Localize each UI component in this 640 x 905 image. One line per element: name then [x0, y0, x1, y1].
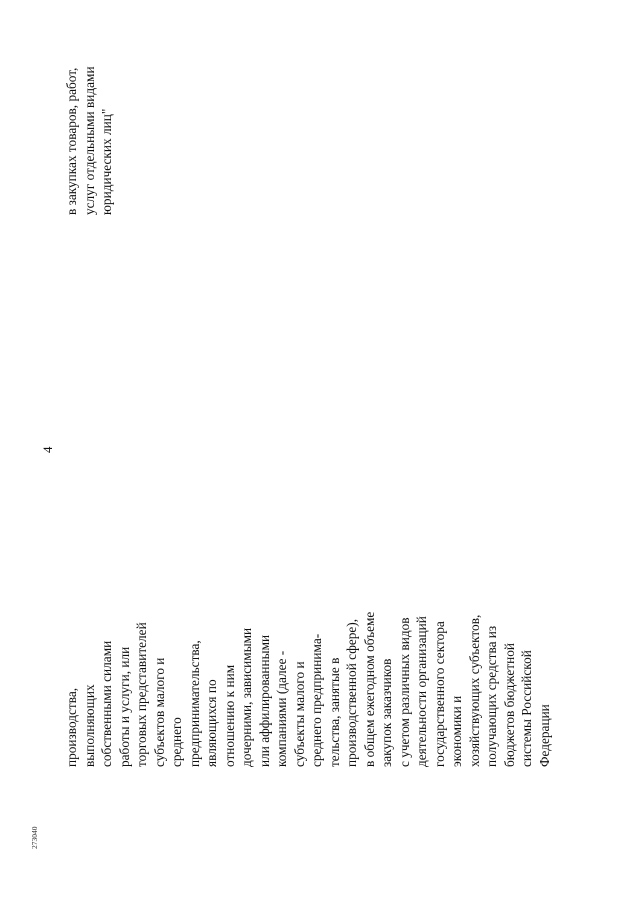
right-column-text: [63, 0, 116, 215]
text-line: в закупках товаров, работ,: [64, 67, 79, 215]
text-line: собственными силами: [99, 640, 114, 767]
page-number: 4: [40, 446, 55, 453]
text-line: субъектов малого и: [151, 657, 167, 767]
text-line: работы и услуги, или: [116, 646, 132, 767]
text-line: с учетом различных видов: [396, 617, 412, 767]
document-id-footer: 273040: [30, 826, 39, 849]
text-line: среднего: [169, 717, 184, 767]
text-line: государственного сектора: [431, 621, 447, 767]
text-line: в общем ежегодном объеме: [361, 611, 377, 767]
text-line: тельства, занятые в: [326, 657, 342, 767]
text-line: закупок заказчиков: [379, 658, 394, 767]
text-line: или аффилированными: [256, 634, 272, 767]
text-line: среднего предпринима-: [309, 633, 324, 767]
text-line: хозяйствующих субъектов,: [466, 614, 482, 767]
text-line: производственной сфере),: [344, 618, 359, 767]
text-line: услуг отдельными видами: [81, 66, 97, 215]
text-line: предпринимательства,: [186, 640, 202, 767]
text-line: дочерними, зависимыми: [239, 627, 254, 767]
text-line: производства,: [64, 687, 79, 767]
left-column-text: [63, 487, 553, 767]
text-line: являющихся по: [204, 679, 219, 767]
text-line: системы Российской: [519, 650, 534, 767]
text-line: компаниями (далее -: [274, 650, 289, 767]
text-line: деятельности организаций: [414, 616, 429, 767]
text-line: субъекты малого и: [291, 661, 307, 767]
text-line: экономики и: [449, 695, 464, 767]
text-line: получающих средства из: [484, 625, 499, 767]
text-line: торговых представителей: [134, 622, 149, 767]
text-line: отношению к ним: [221, 664, 237, 767]
text-line: выполняющих: [81, 684, 97, 767]
text-line: Федерации: [536, 704, 552, 767]
text-line: юридических лиц": [99, 108, 114, 215]
text-line: бюджетов бюджетной: [501, 643, 517, 767]
